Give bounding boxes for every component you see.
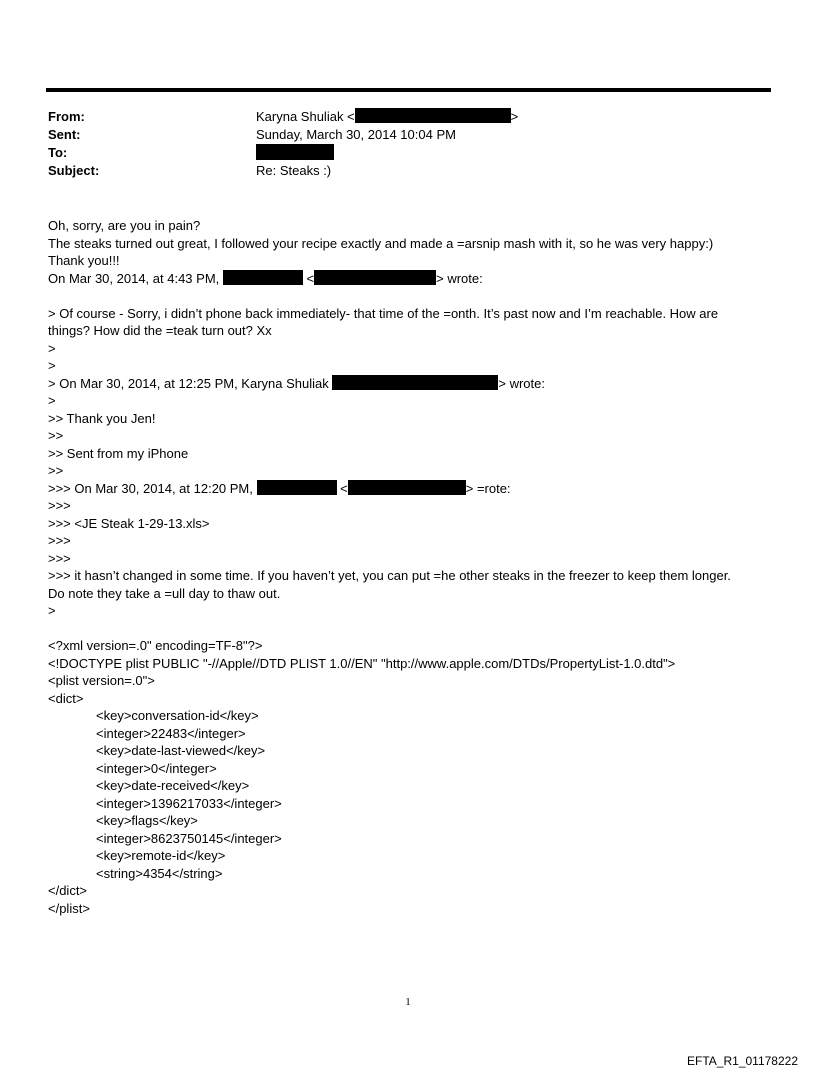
body-line: things? How did the =teak turn out? Xx	[48, 323, 272, 338]
body-line: Do note they take a =ull day to thaw out.	[48, 585, 281, 601]
redaction-box	[314, 270, 436, 285]
quote-attribution: >>> On Mar 30, 2014, at 12:20 PM,	[48, 480, 253, 496]
xml-line: <string>4354</string>	[96, 865, 223, 881]
redaction-box	[332, 375, 498, 390]
xml-line: <integer>1396217033</integer>	[96, 795, 282, 811]
to-value	[256, 144, 334, 162]
body-line: >>	[48, 463, 64, 478]
xml-line: <integer>8623750145</integer>	[96, 830, 282, 846]
sent-label: Sent:	[48, 127, 81, 142]
body-line: Thank you!!!	[48, 253, 120, 268]
to-label: To:	[48, 145, 68, 160]
body-line	[48, 270, 778, 288]
xml-line: <key>conversation-id</key>	[96, 708, 259, 723]
xml-line: <!DOCTYPE plist PUBLIC "-//Apple//DTD PLIST 1.0//EN" "http://www.apple.com/DTDs/PropertyList-1.0.dtd">	[48, 655, 676, 671]
redaction-box	[256, 144, 334, 160]
body-line: >>>	[48, 498, 71, 513]
body-line: >>> it hasn’t changed in some time. If you haven’t yet, you can put =he other steaks in the freezer to keep them longer.	[48, 568, 731, 583]
redaction-box	[348, 480, 466, 495]
quote-wrote: > wrote:	[436, 270, 483, 286]
xml-line: <key>date-last-viewed</key>	[96, 743, 266, 758]
xml-line: <plist version=.0">	[48, 673, 155, 688]
body-line: >> Thank you Jen!	[48, 410, 156, 426]
from-close: >	[510, 109, 519, 124]
quote-bracket: <	[340, 480, 348, 496]
body-line: Oh, sorry, are you in pain?	[48, 218, 201, 233]
from-name: Karyna Shuliak <	[256, 109, 355, 124]
quote-attribution: On Mar 30, 2014, at 4:43 PM,	[48, 270, 220, 286]
xml-line: <integer>0</integer>	[96, 760, 217, 776]
subject-label: Subject:	[48, 163, 100, 178]
redaction-box	[355, 108, 511, 123]
xml-line: <?xml version=.0" encoding=TF-8"?>	[48, 638, 263, 653]
body-line: >>	[48, 428, 64, 443]
body-line: > Of course - Sorry, i didn’t phone back immediately- that time of the =onth. It’s past now and I’m reachable. How are	[48, 305, 719, 321]
body-line: >>> <JE Steak 1-29-13.xls>	[48, 515, 210, 531]
body-line: >	[48, 603, 56, 618]
redaction-box	[223, 270, 303, 285]
xml-line: </dict>	[48, 883, 88, 898]
body-line	[48, 480, 778, 498]
body-line: The steaks turned out great, I followed your recipe exactly and made a =arsnip mash with it, so he was very happy:)	[48, 235, 714, 251]
body-line: >>>	[48, 550, 71, 566]
quote-wrote: > =rote:	[465, 480, 511, 496]
xml-line: <key>date-received</key>	[96, 778, 250, 793]
from-value	[256, 108, 518, 125]
body-line	[48, 375, 778, 393]
xml-line: <key>remote-id</key>	[96, 848, 226, 863]
email-body	[48, 217, 778, 917]
subject-value: Re: Steaks :)	[256, 163, 332, 178]
body-line: >	[48, 340, 56, 356]
quote-wrote: > wrote:	[498, 375, 545, 391]
xml-line: <dict>	[48, 690, 84, 706]
body-line: >	[48, 358, 56, 373]
quote-bracket: <	[306, 270, 315, 286]
redaction-box	[257, 480, 337, 495]
sent-value: Sunday, March 30, 2014 10:04 PM	[256, 127, 456, 142]
header-rule	[46, 88, 771, 92]
body-line: >	[48, 393, 56, 408]
page-number: 1	[405, 996, 411, 1008]
quote-attribution: > On Mar 30, 2014, at 12:25 PM, Karyna Shuliak	[48, 375, 329, 391]
xml-line: <integer>22483</integer>	[96, 725, 246, 741]
from-label: From:	[48, 109, 85, 124]
xml-line: </plist>	[48, 900, 90, 916]
xml-line: <key>flags</key>	[96, 813, 198, 828]
body-line: >>>	[48, 533, 71, 548]
bates-number: EFTA_R1_01178222	[687, 1054, 798, 1068]
body-line: >> Sent from my iPhone	[48, 445, 189, 461]
